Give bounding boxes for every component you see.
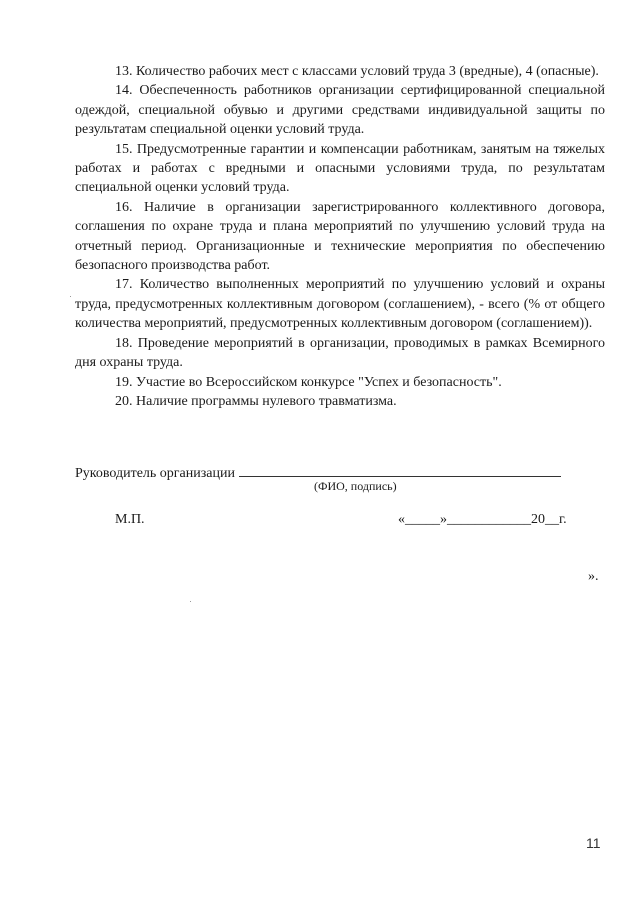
criteria-list — [75, 62, 605, 411]
list-item: 16. Наличие в организации зарегистрированного коллективного договора, соглашения по охране труда и плана мероприятий по улучшению условий труда на отчетный период. Организационные и технические мероприятия по обеспечению безопасного производства работ. — [75, 199, 605, 274]
list-item: 15. Предусмотренные гарантии и компенсации работникам, занятым на тяжелых работах и работах с вредными и опасными условиями труда, по результатам специальной оценки условий труда. — [75, 141, 605, 196]
list-item: 17. Количество выполненных мероприятий по улучшению условий и охраны труда, предусмотренных коллективным договором (соглашением), - всего (% от общего количества мероприятий, предусмотренных коллективным договором (соглашением)). — [75, 277, 605, 332]
scan-speck — [190, 601, 191, 602]
signature-label: Руководитель организации — [75, 466, 235, 481]
closing-quote: ». — [588, 569, 599, 584]
list-item: 18. Проведение мероприятий в организации, проводимых в рамках Всемирного дня охраны труда. — [75, 335, 605, 371]
list-item: 20. Наличие программы нулевого травматизма. — [115, 393, 397, 409]
date-field: «_____»____________20__г. — [398, 512, 567, 527]
signature-caption: (ФИО, подпись) — [314, 479, 397, 493]
list-item: 13. Количество рабочих мест с классами условий труда 3 (вредные), 4 (опасные). — [115, 64, 599, 79]
page-number: 11 — [586, 835, 601, 851]
signature-line — [239, 462, 561, 477]
list-item: 14. Обеспеченность работников организации сертифицированной специальной одеждой, специальной обувью и другими средствами индивидуальной защиты по результатам специальной оценки условий труда. — [75, 83, 605, 138]
list-item: 19. Участие во Всероссийском конкурсе "Успех и безопасность". — [115, 374, 502, 390]
stamp-placeholder: М.П. — [115, 512, 145, 527]
scan-speck — [70, 296, 71, 297]
